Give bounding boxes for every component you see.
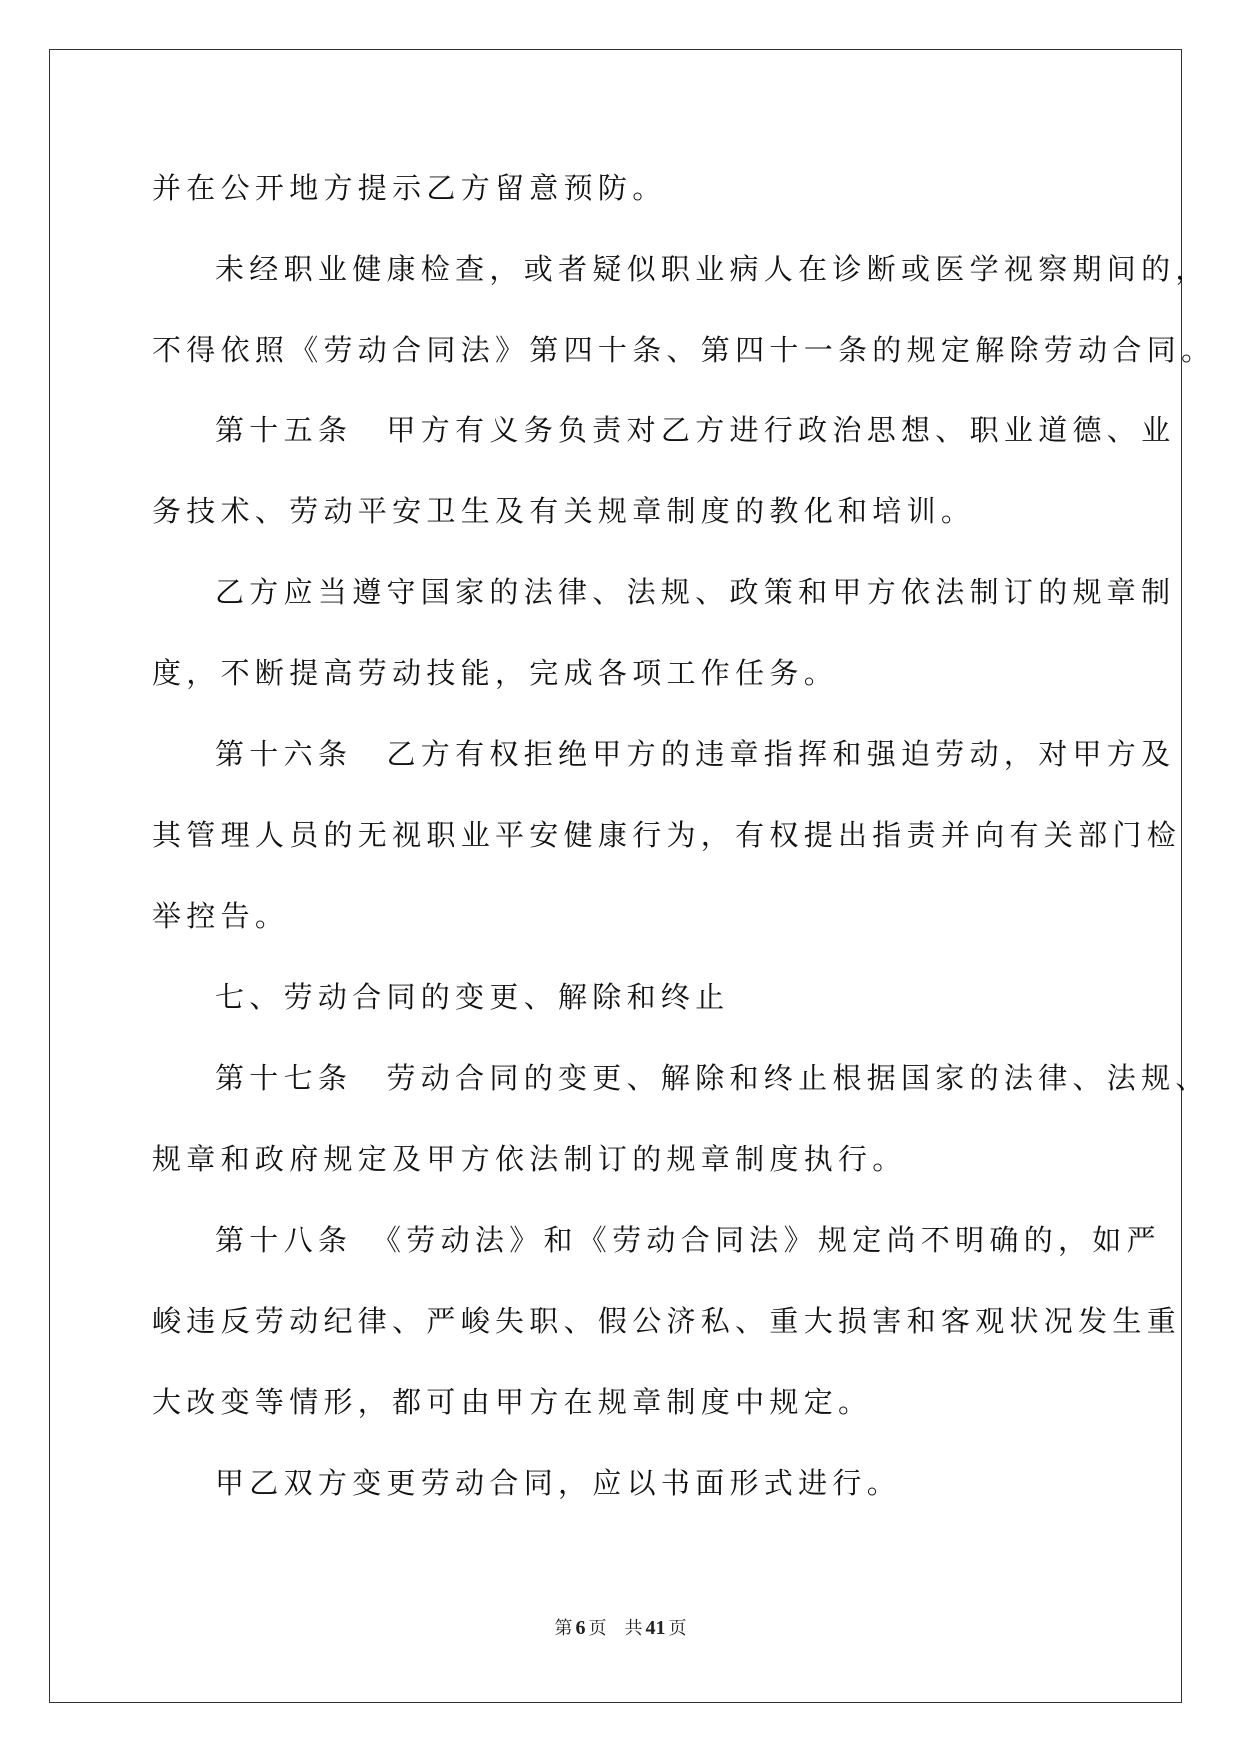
paragraph-line: 大改变等情形，都可由甲方在规章制度中规定。	[152, 1385, 873, 1419]
total-prefix: 共	[624, 1618, 643, 1639]
paragraph-line: 第十七条 劳动合同的变更、解除和终止根据国家的法律、法规、	[215, 1061, 1210, 1095]
paragraph-line: 规章和政府规定及甲方依法制订的规章制度执行。	[152, 1142, 907, 1176]
paragraph-line: 乙方应当遵守国家的法律、法规、政策和甲方依法制订的规章制	[215, 575, 1176, 609]
paragraph-line: 未经职业健康检查，或者疑似职业病人在诊断或医学视察期间的，	[215, 252, 1210, 286]
paragraph-line: 举控告。	[152, 899, 290, 933]
page-suffix: 页	[588, 1618, 607, 1639]
current-page-number: 6	[575, 1617, 586, 1639]
paragraph-line: 第十八条 《劳动法》和《劳动合同法》规定尚不明确的，如严	[215, 1223, 1161, 1257]
section-heading: 七、劳动合同的变更、解除和终止	[215, 980, 730, 1014]
page-border	[49, 49, 1182, 1703]
paragraph-line: 度，不断提高劳动技能，完成各项工作任务。	[152, 656, 839, 690]
paragraph-line: 甲乙双方变更劳动合同，应以书面形式进行。	[215, 1466, 902, 1500]
paragraph-line: 第十五条 甲方有义务负责对乙方进行政治思想、职业道德、业	[215, 413, 1176, 447]
page-prefix: 第	[554, 1618, 573, 1639]
paragraph-line: 务技术、劳动平安卫生及有关规章制度的教化和培训。	[152, 494, 976, 528]
paragraph-line: 不得依照《劳动合同法》第四十条、第四十一条的规定解除劳动合同。	[152, 333, 1216, 367]
paragraph-line: 第十六条 乙方有权拒绝甲方的违章指挥和强迫劳动，对甲方及	[215, 737, 1176, 771]
total-pages-number: 41	[645, 1617, 666, 1639]
paragraph-line: 并在公开地方提示乙方留意预防。	[152, 171, 667, 205]
paragraph-line: 峻违反劳动纪律、严峻失职、假公济私、重大损害和客观状况发生重	[152, 1304, 1182, 1338]
total-suffix: 页	[668, 1618, 687, 1639]
page-footer	[0, 1614, 1241, 1640]
paragraph-line: 其管理人员的无视职业平安健康行为，有权提出指责并向有关部门检	[152, 818, 1182, 852]
